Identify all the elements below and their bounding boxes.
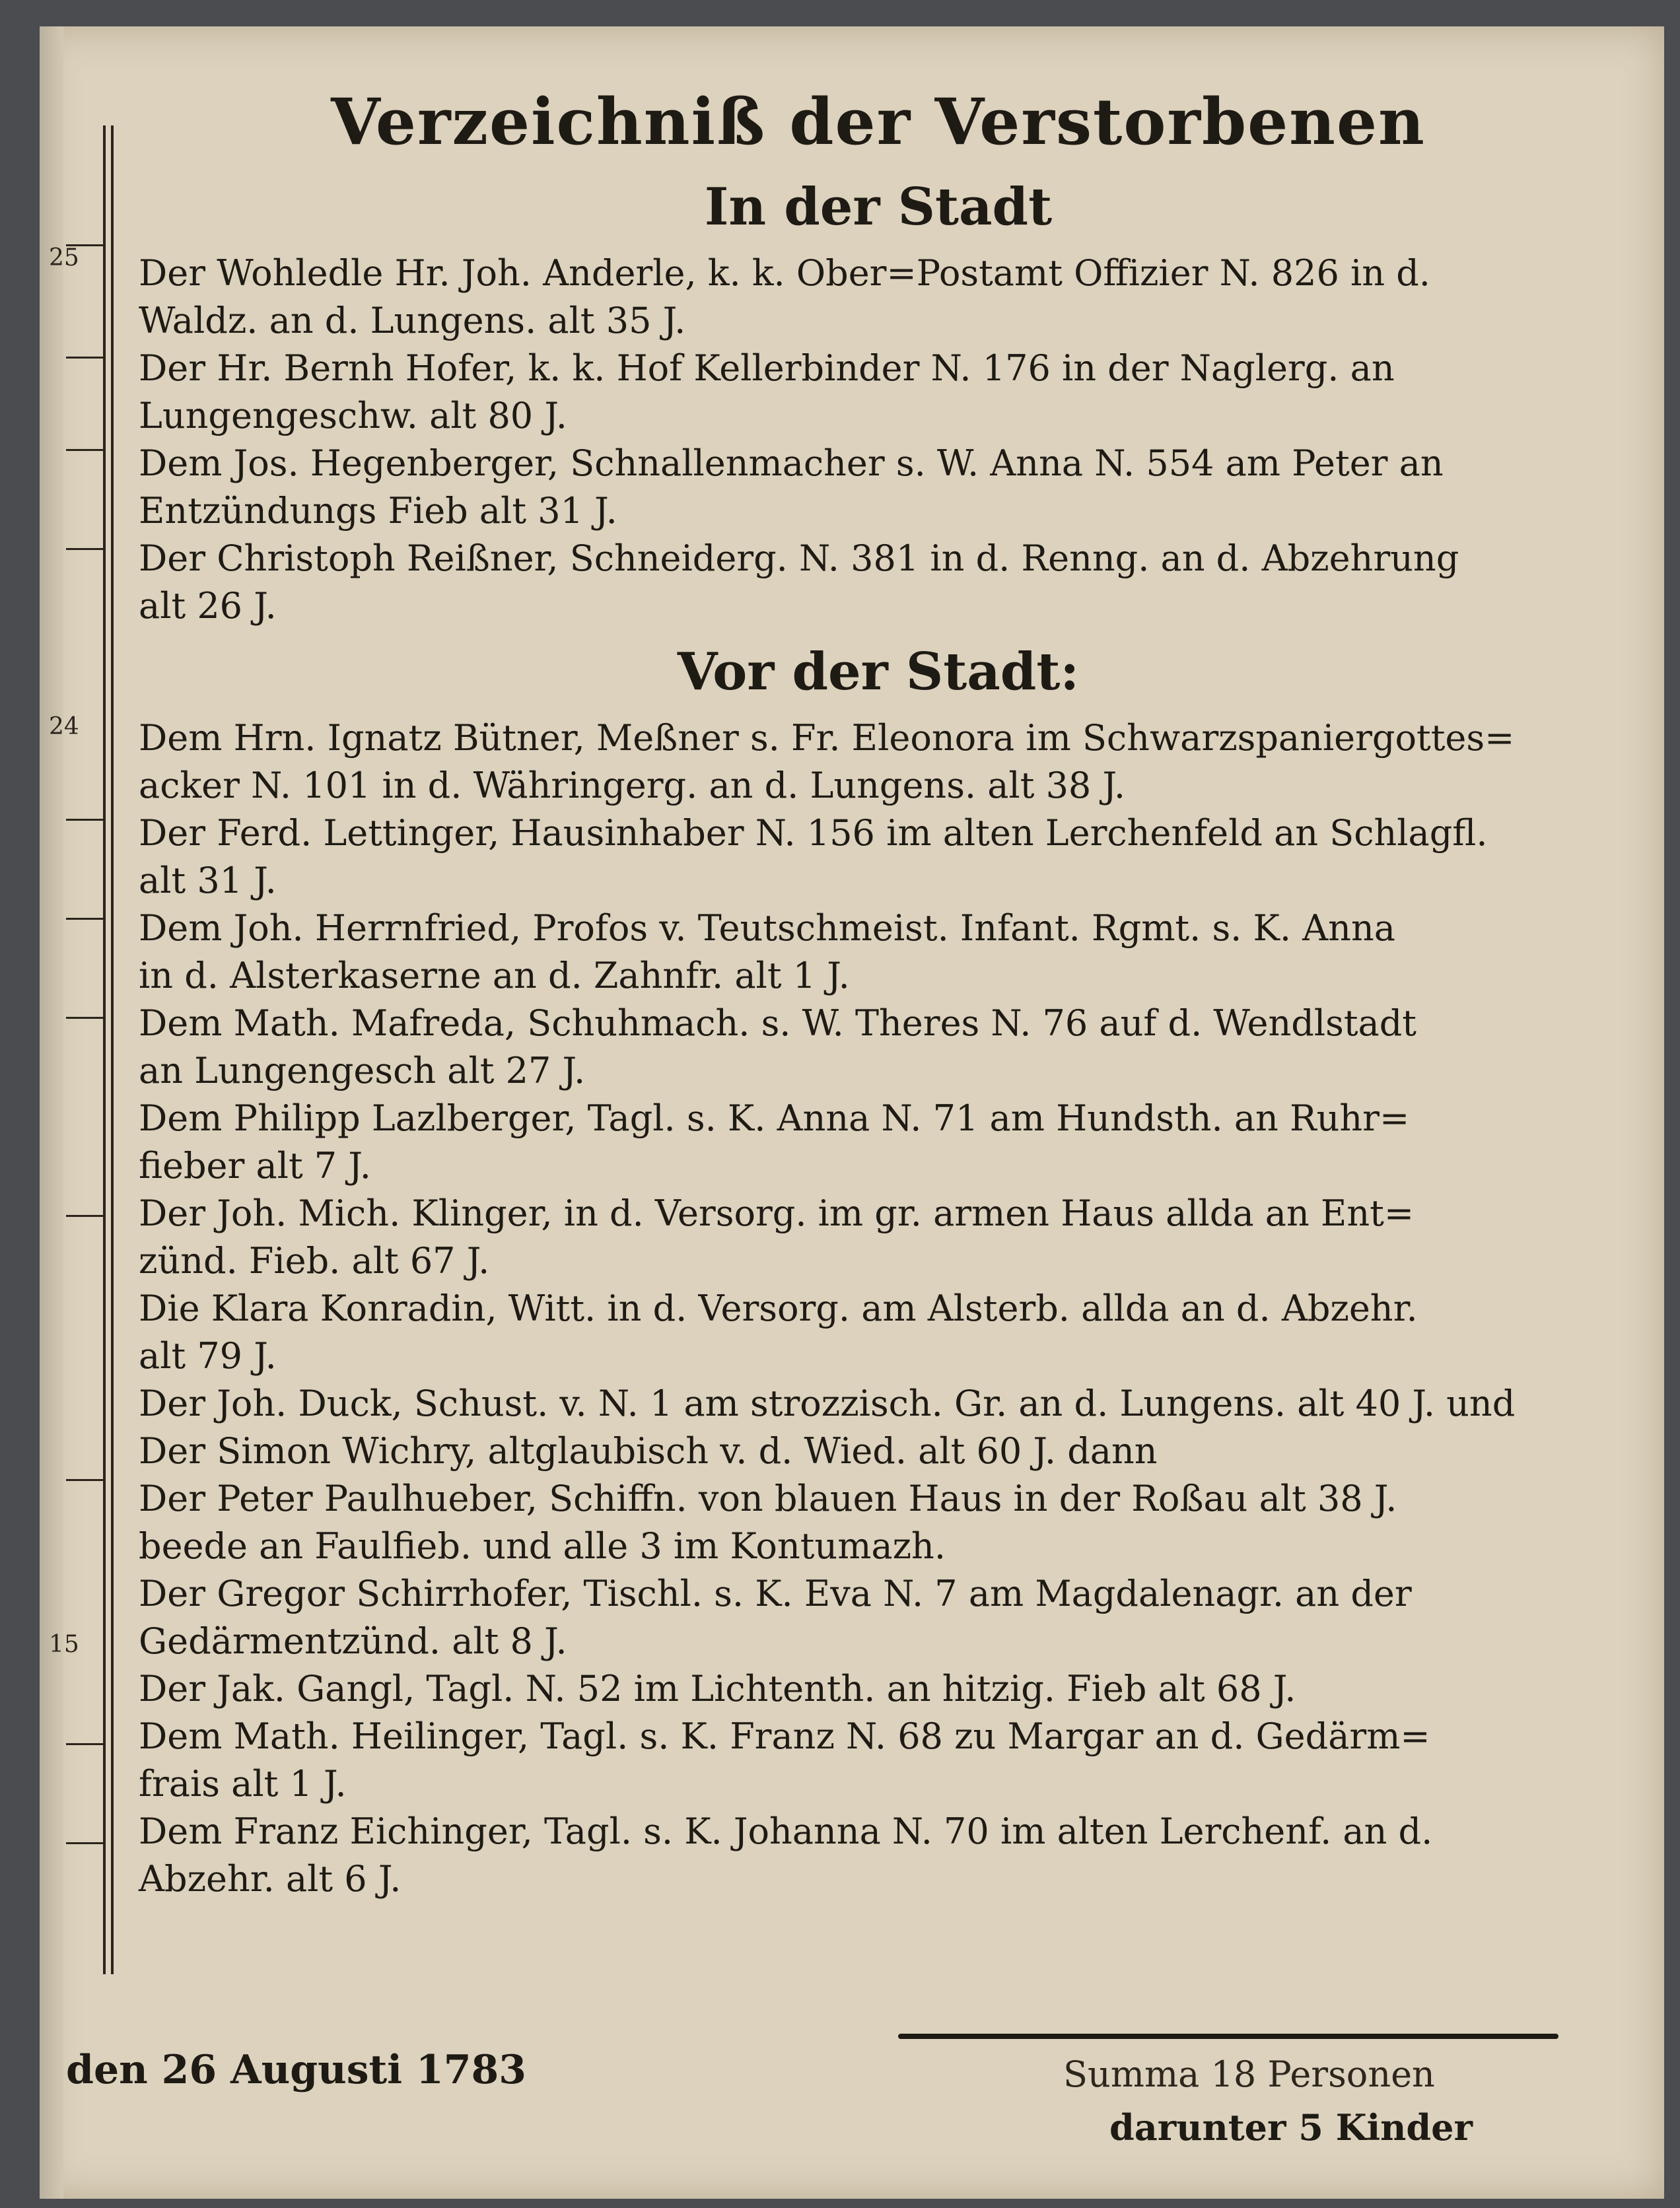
summary-total: Summa 18 Personen [1063, 2053, 1435, 2095]
margin-tick [66, 357, 106, 359]
register-entry [139, 535, 1618, 630]
entry-line: acker N. 101 in d. Währingerg. an d. Lungens. alt 38 J. [139, 765, 1126, 806]
section-heading-city: In der Stadt [704, 177, 1053, 237]
register-entry [139, 1285, 1618, 1380]
register-entry [139, 1380, 1618, 1428]
entry-line: Dem Franz Eichinger, Tagl. s. K. Johanna N. 70 im alten Lerchenf. an d. [139, 1811, 1433, 1852]
entry-line: Dem Hrn. Ignatz Bütner, Meßner s. Fr. Eleonora im Schwarzspaniergottes= [139, 717, 1515, 759]
entry-line: Lungengeschw. alt 80 J. [139, 395, 567, 436]
entry-line: Der Christoph Reißner, Schneiderg. N. 381 in d. Renng. an d. Abzehrung [139, 537, 1459, 579]
document-page [40, 26, 1664, 2199]
entry-line: Dem Math. Heilinger, Tagl. s. K. Franz N. 68 zu Margar an d. Gedärm= [139, 1715, 1430, 1757]
register-entry [139, 1808, 1618, 1903]
margin-note: 15 [49, 1631, 79, 1658]
entries-outside [139, 714, 1618, 1903]
entry-line: Entzündungs Fieb alt 31 J. [139, 490, 617, 532]
register-entry [139, 1095, 1618, 1190]
date-line: den 26 Augusti 1783 [66, 2047, 526, 2093]
entry-line: Dem Jos. Hegenberger, Schnallenmacher s. W. Anna N. 554 am Peter an [139, 442, 1444, 484]
entry-line: Der Peter Paulhueber, Schiffn. von blauen Haus in der Roßau alt 38 J. [139, 1478, 1397, 1519]
entry-line: Der Ferd. Lettinger, Hausinhaber N. 156 im alten Lerchenfeld an Schlagfl. [139, 812, 1488, 854]
margin-tick [66, 449, 106, 451]
register-entry [139, 1665, 1618, 1713]
entry-line: Abzehr. alt 6 J. [139, 1858, 402, 1900]
entries-city [139, 250, 1618, 630]
margin-tick [66, 1842, 106, 1844]
margin-tick [66, 819, 106, 821]
entry-line: Der Simon Wichry, altglaubisch v. d. Wied. alt 60 J. dann [139, 1430, 1158, 1472]
register-entry [139, 810, 1618, 905]
entry-line: frais alt 1 J. [139, 1763, 347, 1805]
entry-line: Dem Philipp Lazlberger, Tagl. s. K. Anna N. 71 am Hundsth. an Ruhr= [139, 1097, 1410, 1139]
register-entry [139, 1000, 1618, 1095]
register-entry [139, 1570, 1618, 1665]
document-title: Verzeichniß der Verstorbenen [331, 85, 1426, 159]
margin-tick [66, 1479, 106, 1481]
entry-line: Der Jak. Gangl, Tagl. N. 52 im Lichtenth. an hitzig. Fieb alt 68 J. [139, 1668, 1296, 1709]
register-entry [139, 440, 1618, 535]
entry-line: Gedärmentzünd. alt 8 J. [139, 1620, 567, 1662]
register-entry [139, 1190, 1618, 1285]
entry-line: zünd. Fieb. alt 67 J. [139, 1240, 490, 1282]
entry-line: Der Wohledle Hr. Joh. Anderle, k. k. Ober=Postamt Offizier N. 826 in d. [139, 252, 1430, 294]
entry-line: Der Hr. Bernh Hofer, k. k. Hof Kellerbinder N. 176 in der Naglerg. an [139, 347, 1395, 389]
margin-rule [103, 125, 106, 1974]
entry-line: Dem Math. Mafreda, Schuhmach. s. W. Theres N. 76 auf d. Wendlstadt [139, 1002, 1417, 1044]
margin-note: 25 [49, 244, 79, 271]
margin-rule [111, 125, 114, 1974]
margin-tick [66, 1017, 106, 1019]
margin-tick [66, 1743, 106, 1745]
margin-tick [66, 918, 106, 920]
register-entry [139, 1475, 1618, 1570]
document-body [139, 79, 1618, 1903]
register-entry [139, 1428, 1618, 1475]
entry-line: Der Gregor Schirrhofer, Tischl. s. K. Eva N. 7 am Magdalenagr. an der [139, 1573, 1412, 1614]
entry-line: alt 79 J. [139, 1335, 277, 1377]
entry-line: Die Klara Konradin, Witt. in d. Versorg. am Alsterb. allda an d. Abzehr. [139, 1288, 1418, 1329]
summary-rule [898, 2034, 1558, 2039]
register-entry [139, 1713, 1618, 1808]
entry-line: an Lungengesch alt 27 J. [139, 1050, 586, 1091]
entry-line: beede an Faulfieb. und alle 3 im Kontumazh. [139, 1525, 946, 1567]
entry-line: alt 31 J. [139, 860, 277, 901]
register-entry [139, 905, 1618, 1000]
margin-note: 24 [49, 713, 79, 740]
register-entry [139, 714, 1618, 810]
entry-line: Der Joh. Mich. Klinger, in d. Versorg. im gr. armen Haus allda an Ent= [139, 1192, 1415, 1234]
register-entry [139, 345, 1618, 440]
margin-tick [66, 1215, 106, 1217]
entry-line: in d. Alsterkaserne an d. Zahnfr. alt 1 J. [139, 955, 850, 996]
binding-edge [40, 26, 63, 2199]
document-footer [40, 2007, 1664, 2179]
summary-children: darunter 5 Kinder [1109, 2106, 1473, 2149]
entry-line: Waldz. an d. Lungens. alt 35 J. [139, 300, 686, 341]
entry-line: Dem Joh. Herrnfried, Profos v. Teutschmeist. Infant. Rgmt. s. K. Anna [139, 907, 1395, 949]
entry-line: alt 26 J. [139, 585, 277, 627]
section-heading-outside: Vor der Stadt: [677, 642, 1080, 702]
margin-tick [66, 548, 106, 550]
register-entry [139, 250, 1618, 345]
entry-line: Der Joh. Duck, Schust. v. N. 1 am strozzisch. Gr. an d. Lungens. alt 40 J. und [139, 1383, 1516, 1424]
entry-line: fieber alt 7 J. [139, 1145, 371, 1187]
